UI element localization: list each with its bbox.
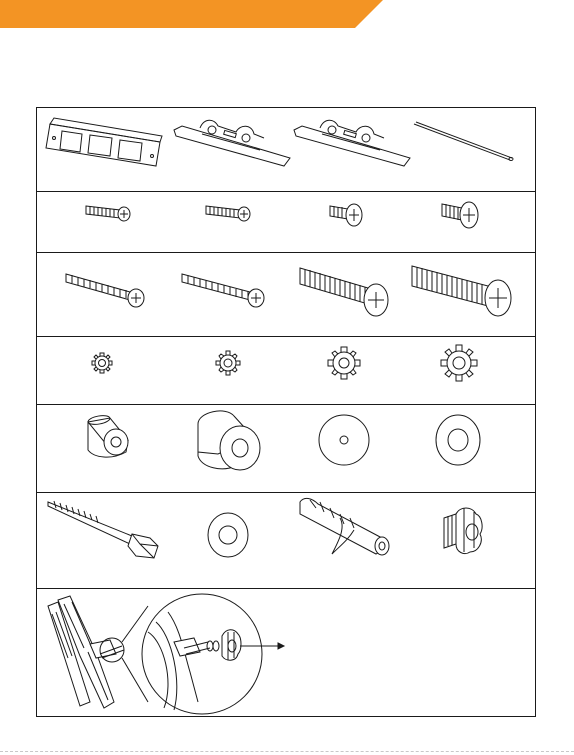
lock-washer-icon [90,350,114,376]
short-screw-icon [84,202,132,222]
row-divider [37,191,535,192]
wall-anchor-icon [296,494,396,566]
small-flat-washer-icon [316,412,372,468]
row-divider [37,588,535,589]
lag-washer-icon [204,510,252,560]
lock-washer-icon [214,348,242,378]
long-rod-icon [412,122,514,164]
row-divider [37,404,535,405]
large-flat-washer-icon [434,412,482,468]
row-divider [37,492,535,493]
short-screw-icon [440,198,480,230]
long-bolt-icon [298,262,390,320]
header-banner [0,0,574,40]
vesa-bracket-arm-icon [172,116,292,168]
lock-washer-icon [439,342,479,384]
magnified-view [142,594,262,714]
short-screw-icon [204,202,252,222]
long-bolt-icon [64,268,146,310]
installation-detail-diagram [44,592,284,714]
page-edge-rule [0,751,574,752]
row-divider [37,336,535,337]
lag-bolt-icon [46,498,162,566]
long-bolt-icon [410,260,514,320]
long-bolt-icon [180,268,266,310]
knob-icon [434,504,486,556]
vesa-bracket-arm-icon [292,116,412,168]
small-spacer-icon [82,414,132,462]
large-spacer-icon [192,408,266,474]
wall-plate-icon [44,114,164,172]
lock-washer-icon [326,344,362,382]
short-screw-icon [328,200,364,228]
row-divider [37,252,535,253]
